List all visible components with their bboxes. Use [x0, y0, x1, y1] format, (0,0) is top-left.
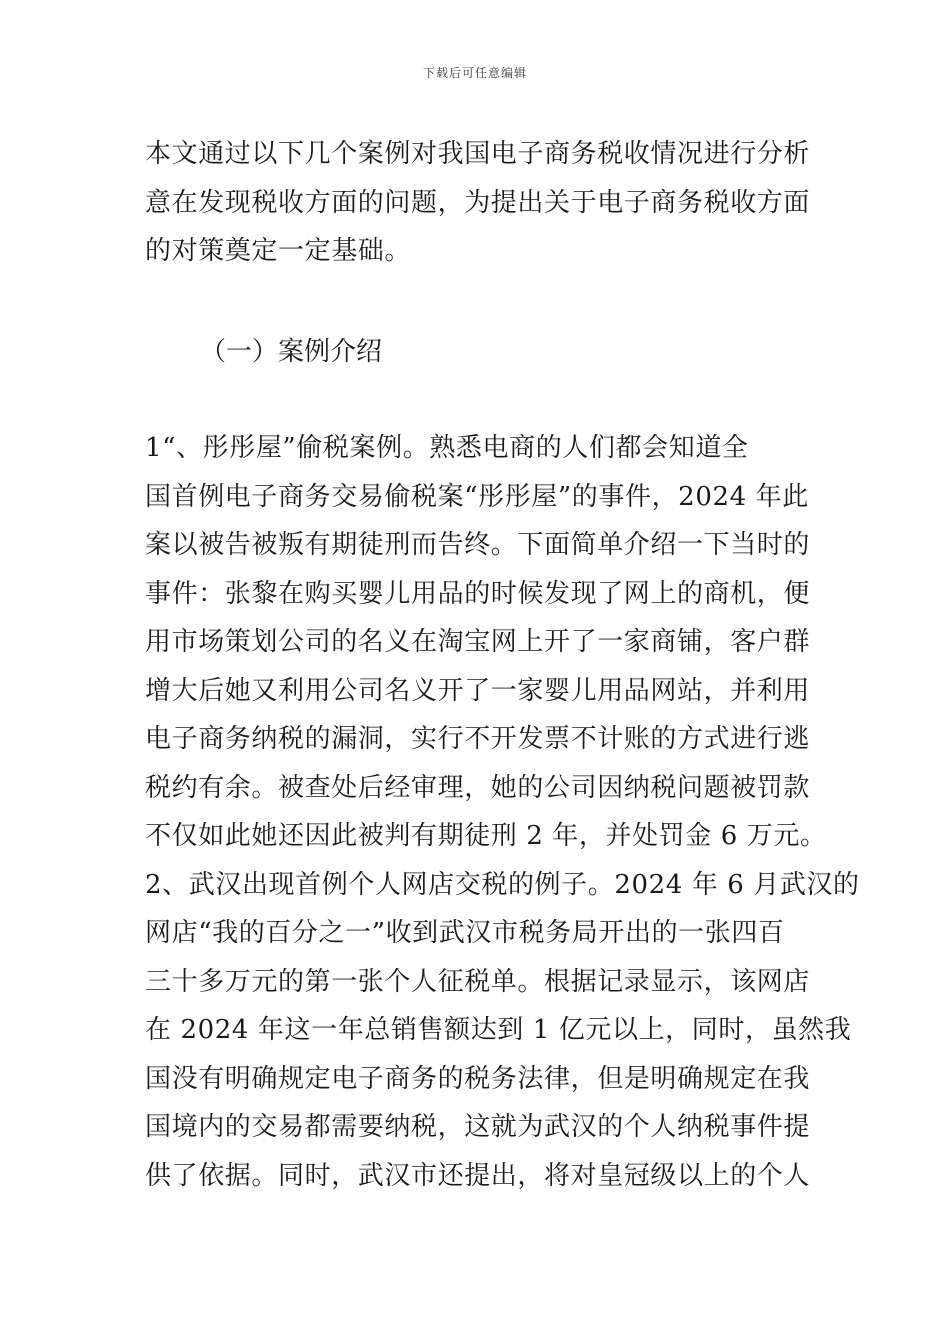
case-line: 国没有明确规定电子商务的税务法律，但是明确规定在我	[145, 1063, 811, 1094]
case-line: 用市场策划公司的名义在淘宝网上开了一家商铺，客户群	[145, 627, 811, 657]
case-line: 1“、彤彤屋”偷税案例。熟悉电商的人们都会知道全	[145, 433, 749, 463]
intro-line: 意在发现税收方面的问题，为提出关于电子商务税收方面	[145, 187, 811, 218]
case-line: 国境内的交易都需要纳税，这就为武汉的个人纳税事件提	[145, 1112, 811, 1142]
case-line: 国首例电子商务交易偷税案“彤彤屋”的事件，2024 年此	[145, 481, 809, 512]
case-line: 不仅如此她还因此被判有期徒刑 2 年，并处罚金 6 万元。	[145, 821, 827, 851]
case-line: 增大后她又利用公司名义开了一家婴儿用品网站，并利用	[145, 675, 811, 706]
intro-line: 本文通过以下几个案例对我国电子商务税收情况进行分析	[145, 139, 811, 169]
cases-paragraph	[145, 424, 860, 1200]
case-line: 案以被告被叛有期徒刑而告终。下面简单介绍一下当时的	[145, 530, 811, 560]
page-header-note: 下载后可任意编辑	[422, 66, 527, 80]
section-heading: （一）案例介绍	[200, 337, 383, 367]
case-line: 电子商务纳税的漏洞，实行不开发票不计账的方式进行逃	[145, 724, 811, 754]
case-line: 在 2024 年这一年总销售额达到 1 亿元以上，同时，虽然我	[145, 1015, 852, 1045]
case-line: 三十多万元的第一张个人征税单。根据记录显示，该网店	[145, 966, 811, 997]
case-line: 事件：张黎在购买婴儿用品的时候发现了网上的商机，便	[145, 578, 811, 609]
case-line: 网店“我的百分之一”收到武汉市税务局开出的一张四百	[145, 918, 785, 948]
intro-line: 的对策奠定一定基础。	[145, 236, 412, 266]
case-line: 2、武汉出现首例个人网店交税的例子。2024 年 6 月武汉的	[145, 869, 860, 900]
case-line: 税约有余。被查处后经审理，她的公司因纳税问题被罚款	[145, 772, 811, 803]
intro-paragraph	[145, 130, 835, 276]
case-line: 供了依据。同时，武汉市还提出，将对皇冠级以上的个人	[145, 1160, 811, 1191]
